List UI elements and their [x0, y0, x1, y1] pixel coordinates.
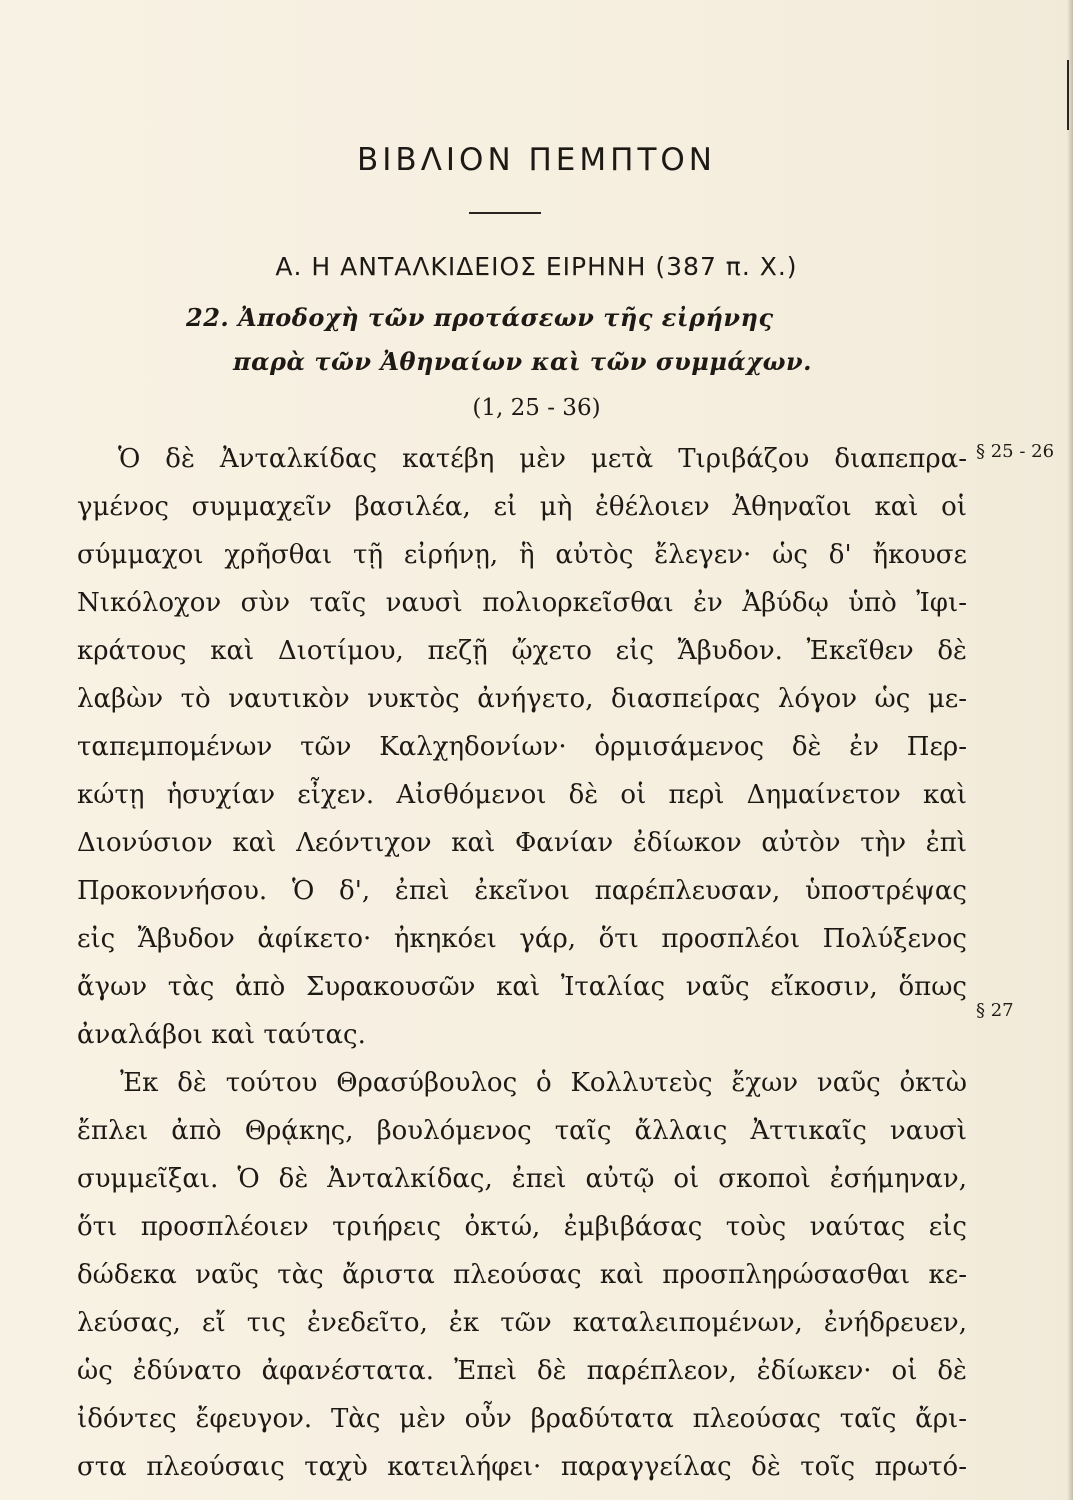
- text-line: δώδεκα ναῦς τὰς ἄριστα πλεούσας καὶ προσπληρώσασθαι κε-: [77, 1260, 967, 1290]
- text-line: Νικόλοχον σὺν ταῖς ναυσὶ πολιορκεῖσθαι ἐν Ἀβύδῳ ὑπὸ Ἰφι-: [77, 588, 967, 618]
- text-line: συμμεῖξαι. Ὁ δὲ Ἀνταλκίδας, ἐπεὶ αὐτῷ οἱ σκοποὶ ἐσήμηναν,: [77, 1164, 967, 1194]
- text-line: εἰς Ἄβυδον ἀφίκετο· ἠκηκόει γάρ, ὅτι προσπλέοι Πολύξενος: [77, 924, 967, 954]
- title-divider: [469, 212, 541, 214]
- text-line: σύμμαχοι χρῆσθαι τῇ εἰρήνῃ, ἣ αὐτὸς ἔλεγεν· ὡς δ' ἤκουσε: [77, 540, 967, 570]
- text-line: στα πλεούσαις ταχὺ κατειλήφει· παραγγείλας δὲ τοῖς πρωτό-: [77, 1452, 967, 1482]
- margin-reference: § 27: [976, 1000, 1014, 1021]
- text-line: λαβὼν τὸ ναυτικὸν νυκτὸς ἀνήγετο, διασπείρας λόγον ὡς με-: [77, 684, 967, 714]
- text-line: κράτους καὶ Διοτίμου, πεζῇ ᾤχετο εἰς Ἄβυδον. Ἐκεῖθεν δὲ: [77, 636, 967, 666]
- chapter-heading-line-2: παρὰ τῶν Ἀθηναίων καὶ τῶν συμμάχων.: [233, 347, 813, 376]
- text-line: ὡς ἐδύνατο ἀφανέστατα. Ἐπεὶ δὲ παρέπλεον, ἐδίωκεν· οἱ δὲ: [77, 1356, 967, 1386]
- binding-edge: [1067, 0, 1073, 1500]
- margin-reference: § 25 - 26: [976, 441, 1055, 462]
- chapter-heading-line-1: 22. Ἀποδοχὴ τῶν προτάσεων τῆς εἰρήνης: [186, 303, 774, 332]
- text-line: ἰδόντες ἔφευγον. Τὰς μὲν οὖν βραδύτατα πλεούσας ταῖς ἄρι-: [77, 1404, 967, 1434]
- text-line: Προκοννήσου. Ὁ δ', ἐπεὶ ἐκεῖνοι παρέπλευσαν, ὑποστρέψας: [77, 876, 967, 906]
- text-line: λεύσας, εἴ τις ἐνεδεῖτο, ἐκ τῶν καταλειπομένων, ἐνήδρευεν,: [77, 1308, 967, 1338]
- book-title: ΒΙΒΛΙΟΝ ΠΕΜΠΤΟΝ: [357, 142, 716, 178]
- text-line: Διονύσιον καὶ Λεόντιχον καὶ Φανίαν ἐδίωκον αὐτὸν τὴν ἐπὶ: [77, 828, 967, 858]
- text-line: γμένος συμμαχεῖν βασιλέα, εἰ μὴ ἐθέλοιεν Ἀθηναῖοι καὶ οἱ: [77, 492, 967, 522]
- text-line: ἀναλάβοι καὶ ταύτας.: [77, 1020, 366, 1050]
- text-line: κώτῃ ἡσυχίαν εἶχεν. Αἰσθόμενοι δὲ οἱ περὶ Δημαίνετον καὶ: [77, 780, 967, 810]
- text-line: ὅτι προσπλέοιεν τριήρεις ὀκτώ, ἐμβιβάσας τοὺς ναύτας εἰς: [77, 1212, 967, 1242]
- text-line: Ἐκ δὲ τούτου Θρασύβουλος ὁ Κολλυτεὺς ἔχων ναῦς ὀκτὼ: [120, 1068, 967, 1098]
- edge-mark: [1067, 60, 1069, 130]
- text-line: Ὁ δὲ Ἀνταλκίδας κατέβη μὲν μετὰ Τιριβάζου διαπεπρα-: [118, 444, 967, 474]
- text-line: ἄγων τὰς ἀπὸ Συρακουσῶν καὶ Ἰταλίας ναῦς εἴκοσιν, ὅπως: [77, 972, 967, 1002]
- section-title: Α. Η ΑΝΤΑΛΚΙΔΕΙΟΣ ΕΙΡΗΝΗ (387 π. Χ.): [275, 252, 798, 281]
- text-line: ταπεμπομένων τῶν Καλχηδονίων· ὁρμισάμενος δὲ ἐν Περ-: [77, 732, 967, 762]
- chapter-reference: (1, 25 - 36): [472, 395, 601, 421]
- text-line: ἔπλει ἀπὸ Θρᾴκης, βουλόμενος ταῖς ἄλλαις Ἀττικαῖς ναυσὶ: [77, 1116, 967, 1146]
